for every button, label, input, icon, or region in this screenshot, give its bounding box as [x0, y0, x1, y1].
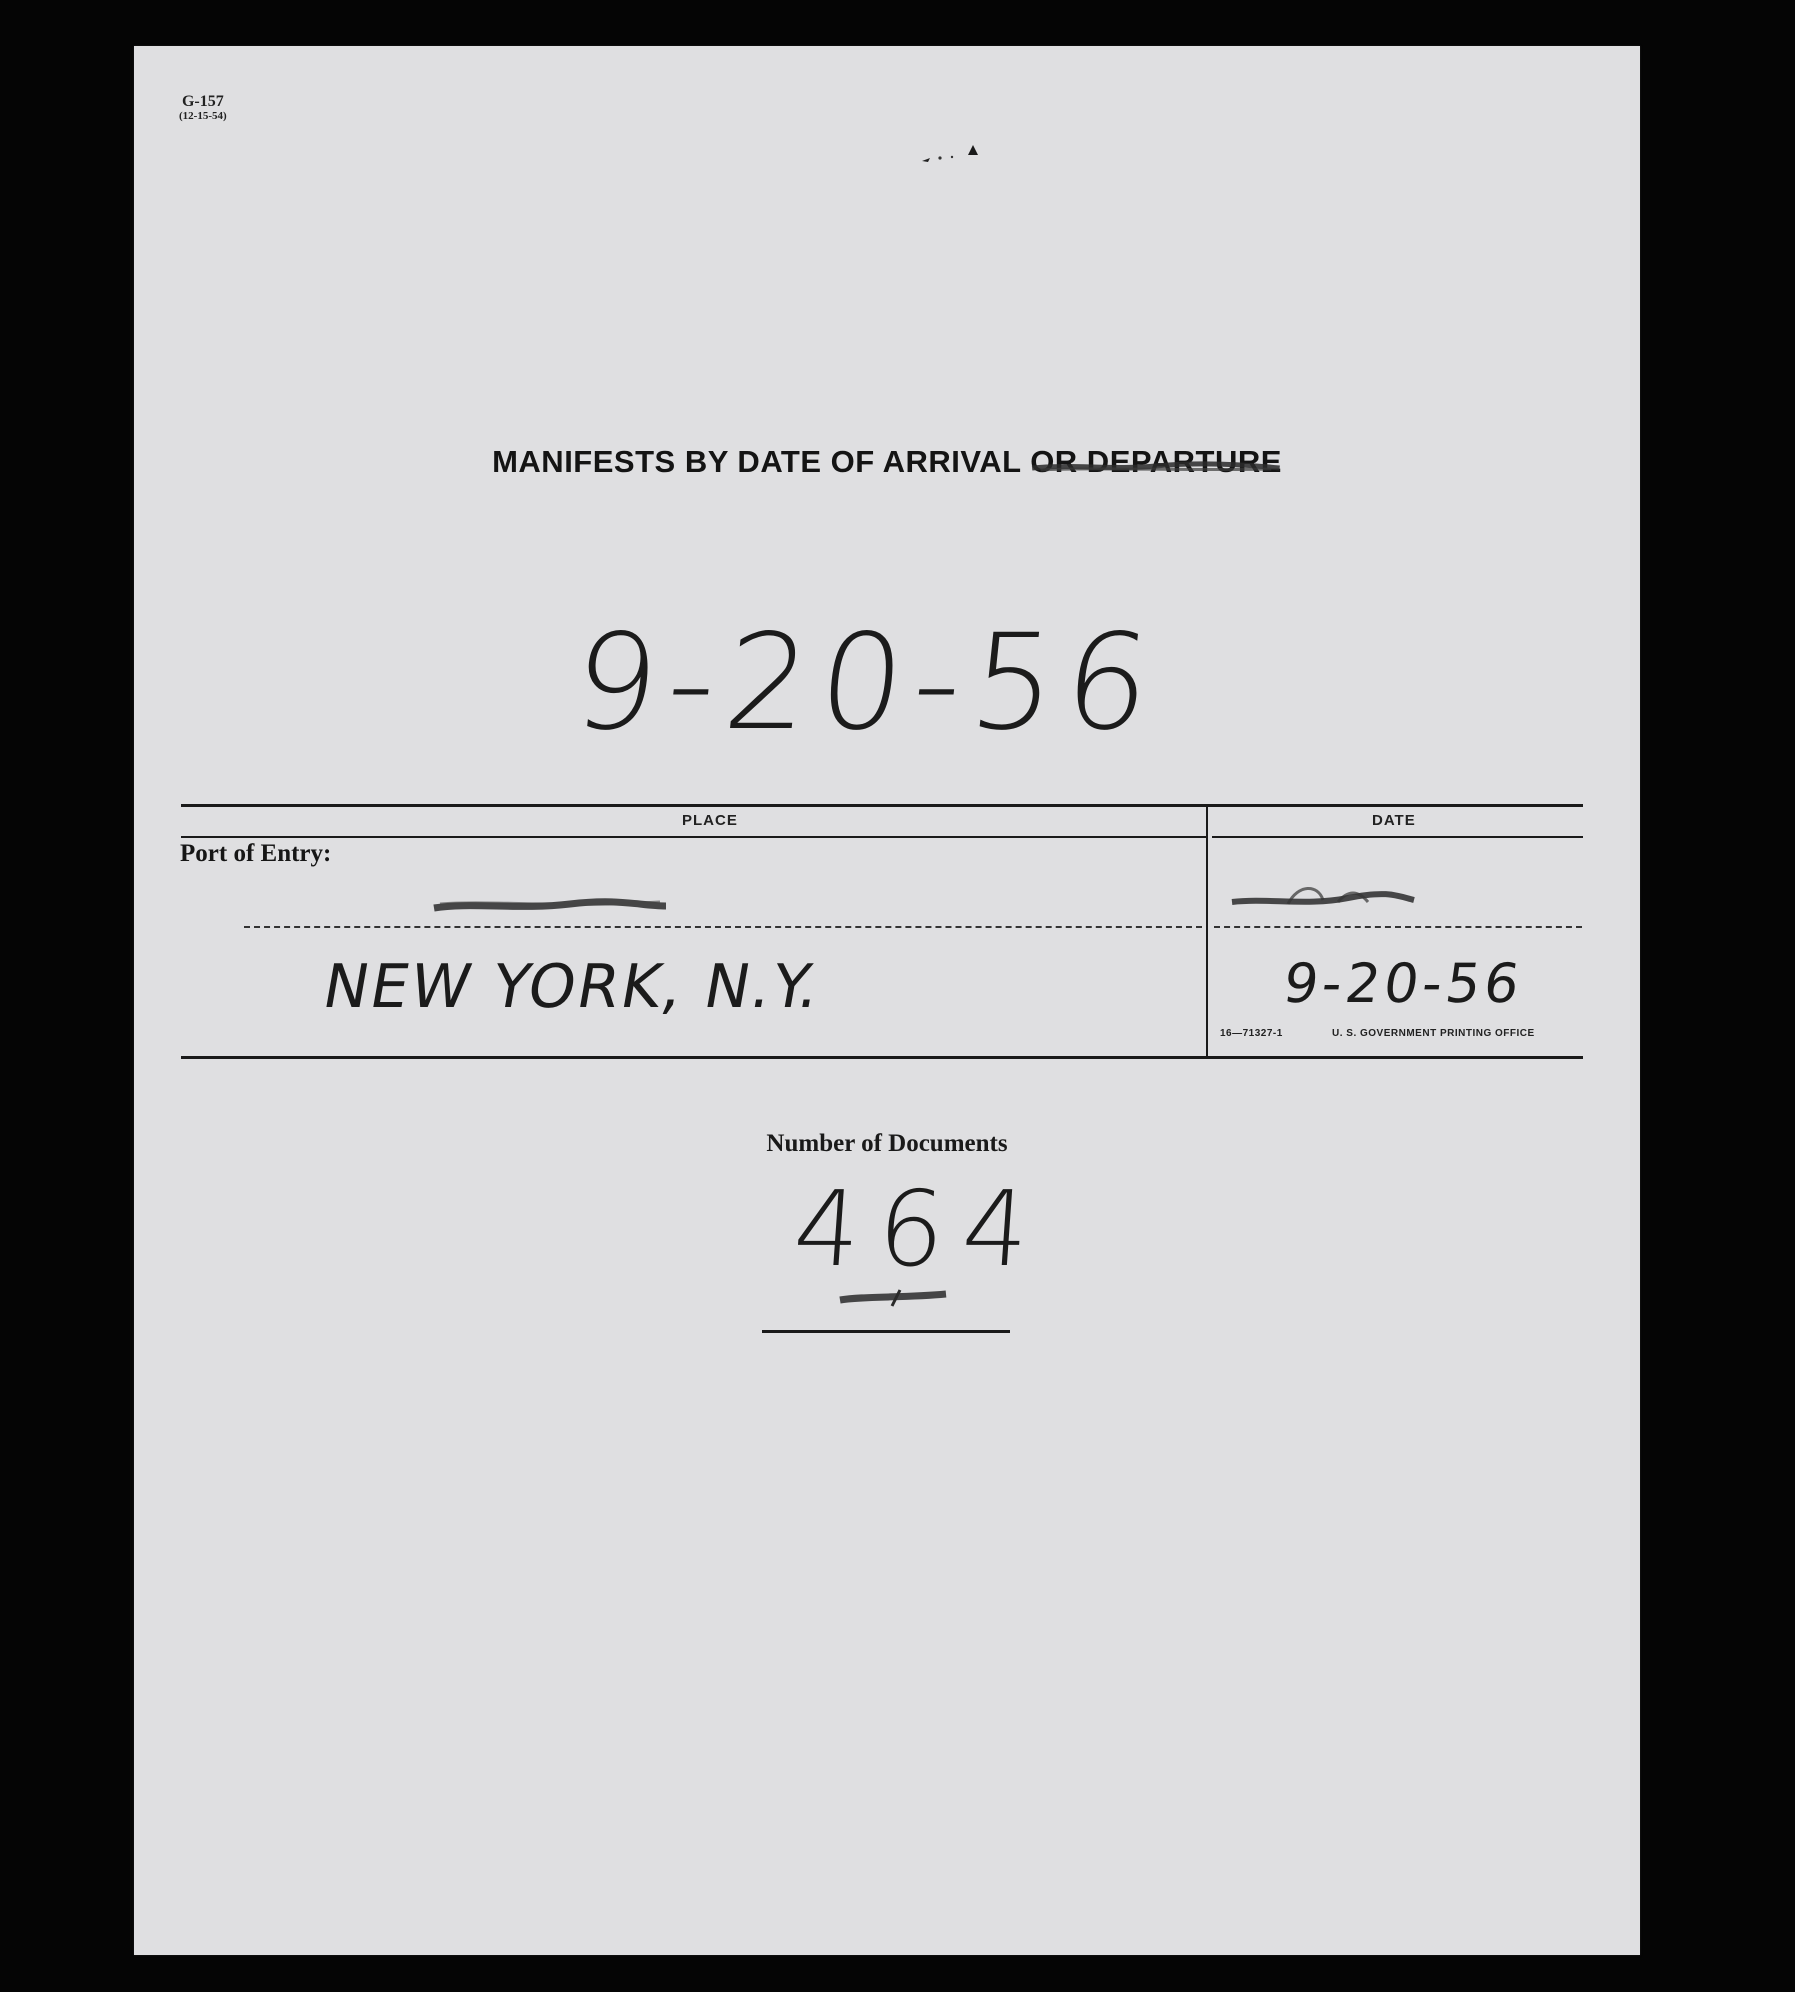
date-value-handwritten: 9-20-56 [1279, 952, 1528, 1015]
handwritten-date-large: 9-20-56 [565, 606, 1168, 760]
table-bottom-rule [181, 1056, 1583, 1059]
crossed-out-place-scribble [430, 894, 670, 918]
documents-count-handwritten: 464 [789, 1168, 1051, 1290]
form-revision: (12-15-54) [179, 110, 227, 122]
place-value-handwritten: NEW YORK, N.Y. [317, 952, 827, 1022]
ink-specks [894, 131, 1014, 171]
date-header: DATE [1372, 812, 1416, 829]
date-dashed-line [1214, 926, 1582, 928]
form-number-block [179, 94, 227, 122]
document-page [134, 46, 1640, 1955]
form-title [134, 444, 1640, 480]
crossed-out-date-scribble [1228, 880, 1418, 914]
count-underline [762, 1330, 1010, 1333]
place-dashed-line [244, 926, 1202, 928]
title-struck-departure: OR DEPARTURE [1030, 444, 1282, 479]
print-code: 16—71327-1 [1220, 1028, 1283, 1039]
header-underline-date [1212, 836, 1583, 838]
table-top-rule [181, 804, 1583, 807]
place-header: PLACE [682, 812, 738, 829]
printer-credit: U. S. GOVERNMENT PRINTING OFFICE [1332, 1028, 1535, 1039]
strikethrough-scribble [1030, 458, 1282, 474]
title-main: MANIFESTS BY DATE OF ARRIVAL [492, 444, 1022, 479]
form-number: G-157 [181, 93, 224, 110]
count-underline-scribble [834, 1282, 954, 1312]
column-divider [1206, 804, 1208, 1058]
port-of-entry-label: Port of Entry: [180, 840, 332, 867]
header-underline-place [181, 836, 1206, 838]
number-of-documents-label: Number of Documents [766, 1130, 1008, 1157]
